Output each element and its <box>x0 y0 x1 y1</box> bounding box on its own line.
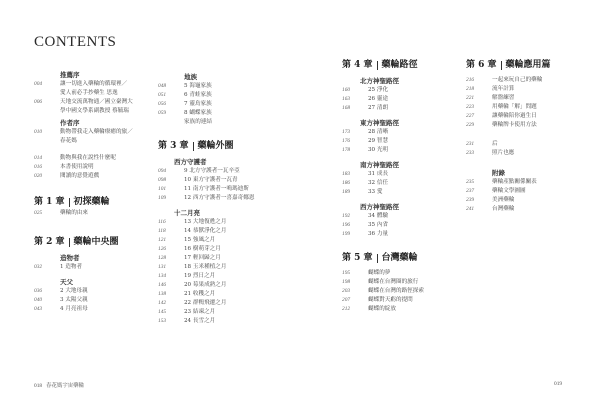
divider <box>193 142 194 151</box>
toc-entry[interactable] <box>158 194 282 203</box>
footer-page-number: 019 <box>554 381 563 387</box>
toc-entry-title: 台灣藥輪 <box>492 206 515 212</box>
toc-entry-title: 動物帶我走入藥輪療癒的旅／ <box>60 129 133 135</box>
page-title: CONTENTS <box>34 34 117 50</box>
toc-entry[interactable] <box>158 118 282 127</box>
clan-heading: 地族 <box>184 73 197 81</box>
toc-entry-title: 動物與我在說性什麼呢 <box>60 155 116 161</box>
toc-page-number: 203 <box>342 288 351 294</box>
toc-entry[interactable] <box>342 221 452 230</box>
toc-entry[interactable] <box>158 82 282 91</box>
toc-page-number: 134 <box>158 273 167 279</box>
toc-page-number: 207 <box>342 297 351 303</box>
toc-entry[interactable] <box>342 287 452 296</box>
toc-entry[interactable] <box>342 128 452 137</box>
toc-page-number: 016 <box>34 164 43 170</box>
chapter-title: 藥輪路徑 <box>381 60 418 70</box>
toc-entry[interactable] <box>34 89 152 98</box>
toc-entry-title: 本書使用說明 <box>60 164 94 170</box>
toc-entry[interactable] <box>158 299 282 308</box>
toc-page-number: 176 <box>342 138 351 144</box>
south-path-heading: 南方神聖路徑 <box>360 161 399 169</box>
toc-entry-title: 29 智慧 <box>368 138 389 144</box>
toc-entry-title: 藥輪文學圖圖 <box>492 188 526 194</box>
toc-entry[interactable] <box>34 172 152 181</box>
toc-page-number: 221 <box>466 95 475 101</box>
chapter-3-heading[interactable] <box>158 139 282 153</box>
chapter-number: 第 2 章 <box>34 237 65 247</box>
toc-page-number: 216 <box>466 77 475 83</box>
toc-column-3 <box>342 58 452 314</box>
toc-page-number: 040 <box>34 297 43 303</box>
toc-page-number: 138 <box>158 291 167 297</box>
toc-page-number: 199 <box>342 231 351 237</box>
toc-entry[interactable] <box>466 112 576 121</box>
recommend-heading: 推薦序 <box>60 71 80 79</box>
toc-entry[interactable] <box>34 296 152 305</box>
toc-page-number: 109 <box>158 195 167 201</box>
divider <box>501 61 502 70</box>
toc-entry[interactable] <box>158 290 282 299</box>
toc-entry[interactable] <box>158 263 282 272</box>
toc-entry[interactable] <box>158 176 282 185</box>
toc-page-number: 195 <box>342 270 351 276</box>
toc-entry-title: 24 長雪之月 <box>184 318 216 324</box>
toc-entry-title: 家族的連結 <box>184 119 212 125</box>
toc-entry[interactable] <box>342 170 452 179</box>
toc-entry[interactable] <box>34 98 152 107</box>
north-path-heading: 北方神聖路徑 <box>360 77 399 85</box>
toc-page-number: 010 <box>34 129 43 135</box>
toc-entry[interactable] <box>158 100 282 109</box>
toc-entry-title: 27 清朗 <box>368 105 389 111</box>
toc-page-number: 043 <box>34 306 43 312</box>
toc-column-2 <box>158 72 282 326</box>
toc-page-number: 192 <box>342 213 351 219</box>
toc-entry[interactable] <box>342 212 452 221</box>
chapter-6-heading[interactable] <box>466 58 576 72</box>
toc-entry-title: 藥輪的由來 <box>60 210 88 216</box>
toc-entry[interactable] <box>466 94 576 103</box>
toc-entry[interactable] <box>466 76 576 85</box>
toc-entry-title: 5 海龜家族 <box>184 83 212 89</box>
toc-page-number: 186 <box>342 180 351 186</box>
toc-entry[interactable] <box>158 281 282 290</box>
toc-entry-title: 15 強風之月 <box>184 237 216 243</box>
toc-page-number: 160 <box>342 87 351 93</box>
toc-entry-title: 藥輪牌卡使用方法 <box>492 122 537 128</box>
toc-entry-title: 9 北方守護者一瓦辛亞 <box>184 168 240 174</box>
toc-entry-title: 學中國文學系副教授 蔡毓瑞 <box>60 108 129 114</box>
toc-entry-title: 春花媽 <box>60 138 77 144</box>
divider <box>377 254 378 263</box>
author-heading: 作者序 <box>60 119 80 127</box>
toc-entry-title: 14 恭獸淨化之月 <box>184 228 227 234</box>
toc-entry[interactable] <box>158 218 282 227</box>
toc-page-number: 004 <box>34 81 43 87</box>
west-path-heading: 西方神聖路徑 <box>360 203 399 211</box>
toc-page-number: 178 <box>342 147 351 153</box>
toc-entry[interactable] <box>342 179 452 188</box>
footer-right <box>554 381 562 387</box>
toc-entry-title: 4 月亮祖母 <box>60 306 88 312</box>
chapter-title: 台灣藥輪 <box>381 253 418 263</box>
toc-column-4 <box>466 58 576 214</box>
toc-entry-title: 天地交流萬物通／國立臺灣大 <box>60 99 133 105</box>
toc-entry-title: 21 收穫之月 <box>184 291 216 297</box>
chapter-title: 藥輪應用篇 <box>505 60 551 70</box>
toc-entry[interactable] <box>34 128 152 137</box>
chapter-number: 第 4 章 <box>342 60 373 70</box>
toc-page-number: 094 <box>158 168 167 174</box>
toc-page-number: 227 <box>466 113 475 119</box>
toc-page-number: 163 <box>342 96 351 102</box>
toc-entry-title: 8 蝴蝶家族 <box>184 110 212 116</box>
toc-entry[interactable] <box>342 95 452 104</box>
toc-entry-title: 30 光明 <box>368 147 389 153</box>
toc-entry[interactable] <box>342 86 452 95</box>
chapter-number: 第 6 章 <box>466 60 497 70</box>
toc-page-number: 146 <box>158 282 167 288</box>
toc-entry[interactable] <box>158 91 282 100</box>
divider <box>69 238 70 247</box>
toc-entry[interactable] <box>342 188 452 197</box>
toc-page-number: 237 <box>466 188 475 194</box>
toc-entry-title: 23 結凍之月 <box>184 309 216 315</box>
toc-entry-title: 33 愛 <box>368 189 383 195</box>
toc-page-number: 051 <box>158 92 167 98</box>
toc-page-number: 116 <box>158 219 166 225</box>
toc-entry[interactable] <box>34 107 152 116</box>
toc-page-number: 142 <box>158 300 167 306</box>
toc-page-number: 025 <box>34 210 43 216</box>
footer-left <box>34 381 84 389</box>
chapter-5-heading[interactable] <box>342 251 452 265</box>
toc-entry[interactable] <box>342 305 452 314</box>
toc-page-number: 153 <box>158 318 167 324</box>
father-heading: 天父 <box>60 278 73 286</box>
toc-entry[interactable] <box>158 308 282 317</box>
toc-entry-title: 用藥輪「解」問題 <box>492 104 537 110</box>
toc-entry-title: 6 青蛙家族 <box>184 92 212 98</box>
toc-entry-title: 28 清晰 <box>368 129 389 135</box>
toc-entry-title: 后 <box>492 141 498 147</box>
toc-entry[interactable] <box>466 140 576 149</box>
toc-entry-title: 36 力量 <box>368 231 389 237</box>
toc-entry-title: 35 內省 <box>368 222 389 228</box>
toc-page-number: 168 <box>342 105 351 111</box>
toc-entry[interactable] <box>342 230 452 239</box>
toc-page-number: 036 <box>34 288 43 294</box>
toc-page-number: 121 <box>158 237 167 243</box>
toc-entry-title: 25 淨化 <box>368 87 389 93</box>
toc-entry-title: 美洲藥輪 <box>492 197 515 203</box>
toc-page-number: 173 <box>342 129 351 135</box>
divider <box>377 61 378 70</box>
chapter-title: 初探藥輪 <box>73 197 110 207</box>
moon-heading: 十二月亮 <box>174 209 200 217</box>
toc-entry[interactable] <box>34 263 152 272</box>
toc-page-number: 128 <box>158 255 167 261</box>
toc-entry[interactable] <box>342 296 452 305</box>
toc-entry-title: 16 樹萌芽之月 <box>184 246 221 252</box>
appendix-heading: 附錄 <box>492 169 505 177</box>
footer-page-number: 018 <box>34 383 43 389</box>
toc-entry-title: 12 西方守護者一喜嘉奇娜恩 <box>184 195 255 201</box>
toc-entry[interactable] <box>342 137 452 146</box>
chapter-number: 第 3 章 <box>158 141 189 151</box>
toc-entry[interactable] <box>342 278 452 287</box>
toc-entry[interactable] <box>466 205 576 214</box>
toc-entry-title: 3 太陽父親 <box>60 297 88 303</box>
toc-entry[interactable] <box>466 103 576 112</box>
toc-entry-title: 26 靈途 <box>368 96 389 102</box>
toc-entry-title: 蝴蝶的綻放 <box>368 306 396 312</box>
toc-entry-title: 蝴蝶在台灣圈的旅行 <box>368 279 419 285</box>
toc-page-number: 145 <box>158 309 167 315</box>
toc-entry[interactable] <box>466 121 576 130</box>
toc-entry-title: 18 玉米種植之月 <box>184 264 227 270</box>
toc-page-number: 098 <box>158 177 167 183</box>
toc-entry[interactable] <box>158 227 282 236</box>
toc-entry[interactable] <box>466 149 576 158</box>
toc-entry[interactable] <box>34 154 152 163</box>
toc-entry-title: 32 信任 <box>368 180 389 186</box>
toc-entry-title: 讓藥輪陪你過生日 <box>492 113 537 119</box>
toc-column-1 <box>34 70 152 314</box>
toc-entry-title: 解盤練習 <box>492 95 515 101</box>
toc-page-number: 229 <box>466 122 475 128</box>
toc-page-number: 118 <box>158 228 166 234</box>
toc-entry[interactable] <box>158 109 282 118</box>
toc-entry[interactable] <box>34 80 152 89</box>
toc-page-number: 020 <box>34 173 43 179</box>
toc-entry-title: 藥輪產點關係關表 <box>492 179 537 185</box>
toc-entry[interactable] <box>466 85 576 94</box>
toc-page-number: 126 <box>158 246 167 252</box>
toc-page-number: 101 <box>158 186 167 192</box>
toc-page-number: 239 <box>466 197 475 203</box>
toc-page-number: 006 <box>34 99 43 105</box>
divider <box>69 198 70 207</box>
toc-entry[interactable] <box>466 196 576 205</box>
toc-entry-title: 讓一切進入藥輪的循環裡／ <box>60 81 128 87</box>
toc-entry-title: 19 烈日之月 <box>184 273 216 279</box>
toc-page-number: 196 <box>342 222 351 228</box>
chapter-title: 藥輪外圈 <box>197 141 234 151</box>
east-path-heading: 東方神聖路徑 <box>360 119 399 127</box>
toc-entry-title: 愛人前必手抄藥生 思逸 <box>60 90 118 96</box>
toc-page-number: 212 <box>342 306 351 312</box>
toc-page-number: 048 <box>158 83 167 89</box>
toc-entry-title: 一起來玩自己的藥輪 <box>492 77 543 83</box>
toc-entry-title: 31 成長 <box>368 171 389 177</box>
toc-page-number: 131 <box>158 264 167 270</box>
chapter-1-heading[interactable] <box>34 195 152 209</box>
toc-entry[interactable] <box>158 236 282 245</box>
toc-entry-title: 20 莓果成熟之月 <box>184 282 227 288</box>
toc-entry[interactable] <box>466 178 576 187</box>
toc-entry[interactable] <box>158 167 282 176</box>
creator-heading: 造物者 <box>60 254 80 262</box>
toc-entry-title: 蝴蝶在台灣的路徑探索 <box>368 288 424 294</box>
toc-entry[interactable] <box>34 209 152 218</box>
toc-entry[interactable] <box>466 187 576 196</box>
toc-entry[interactable] <box>158 272 282 281</box>
chapter-4-heading[interactable] <box>342 58 452 72</box>
toc-entry[interactable] <box>342 269 452 278</box>
toc-page-number: 241 <box>466 206 475 212</box>
toc-page-number: 032 <box>34 264 43 270</box>
footer-book-title: 春花媽宇宙藥輪 <box>46 383 84 389</box>
toc-page-number: 183 <box>342 171 351 177</box>
toc-entry-title: 10 東方守護者一瓦青 <box>184 177 238 183</box>
toc-page-number: 198 <box>342 279 351 285</box>
chapter-title: 藥輪中央圈 <box>73 237 119 247</box>
toc-entry[interactable] <box>34 305 152 314</box>
chapter-2-heading[interactable] <box>34 235 152 249</box>
toc-entry-title: 34 體驗 <box>368 213 389 219</box>
toc-entry[interactable] <box>158 317 282 326</box>
toc-entry[interactable] <box>34 287 152 296</box>
toc-page-number: 231 <box>466 141 475 147</box>
toc-page-number: 233 <box>466 150 475 156</box>
toc-entry-title: 22 群鴨飛遷之月 <box>184 300 227 306</box>
toc-page-number: 059 <box>158 110 167 116</box>
toc-entry-title: 蝴蝶的夢 <box>368 270 391 276</box>
toc-page-number: 223 <box>466 104 475 110</box>
toc-entry-title: 7 靈鳥家族 <box>184 101 212 107</box>
toc-entry[interactable] <box>342 146 452 155</box>
toc-page-number: 235 <box>466 179 475 185</box>
toc-entry-title: 11 南方守護者一鳴瑪迪斯 <box>184 186 249 192</box>
toc-page-number: 218 <box>466 86 475 92</box>
toc-entry[interactable] <box>34 163 152 172</box>
toc-entry[interactable] <box>158 185 282 194</box>
guardian-heading: 西方守護者 <box>174 158 207 166</box>
toc-entry-title: 13 大地復甦之月 <box>184 219 227 225</box>
chapter-number: 第 5 章 <box>342 253 373 263</box>
toc-entry-title: 照片也應 <box>492 150 515 156</box>
toc-entry-title: 1 造物者 <box>60 264 83 270</box>
toc-page-number: 189 <box>342 189 351 195</box>
toc-entry[interactable] <box>342 104 452 113</box>
toc-entry[interactable] <box>158 254 282 263</box>
toc-entry-title: 2 大地母親 <box>60 288 88 294</box>
toc-entry-title: 17 輕回歸之月 <box>184 255 221 261</box>
toc-entry-title: 蝴蝶對天虧的提問 <box>368 297 413 303</box>
toc-page-number: 014 <box>34 155 43 161</box>
toc-entry-title: 流年計算 <box>492 86 515 92</box>
chapter-number: 第 1 章 <box>34 197 65 207</box>
toc-entry-title: 閱讀的意覺遊戲 <box>60 173 100 179</box>
toc-page-number: 056 <box>158 101 167 107</box>
toc-entry[interactable] <box>34 137 152 146</box>
toc-entry[interactable] <box>158 245 282 254</box>
